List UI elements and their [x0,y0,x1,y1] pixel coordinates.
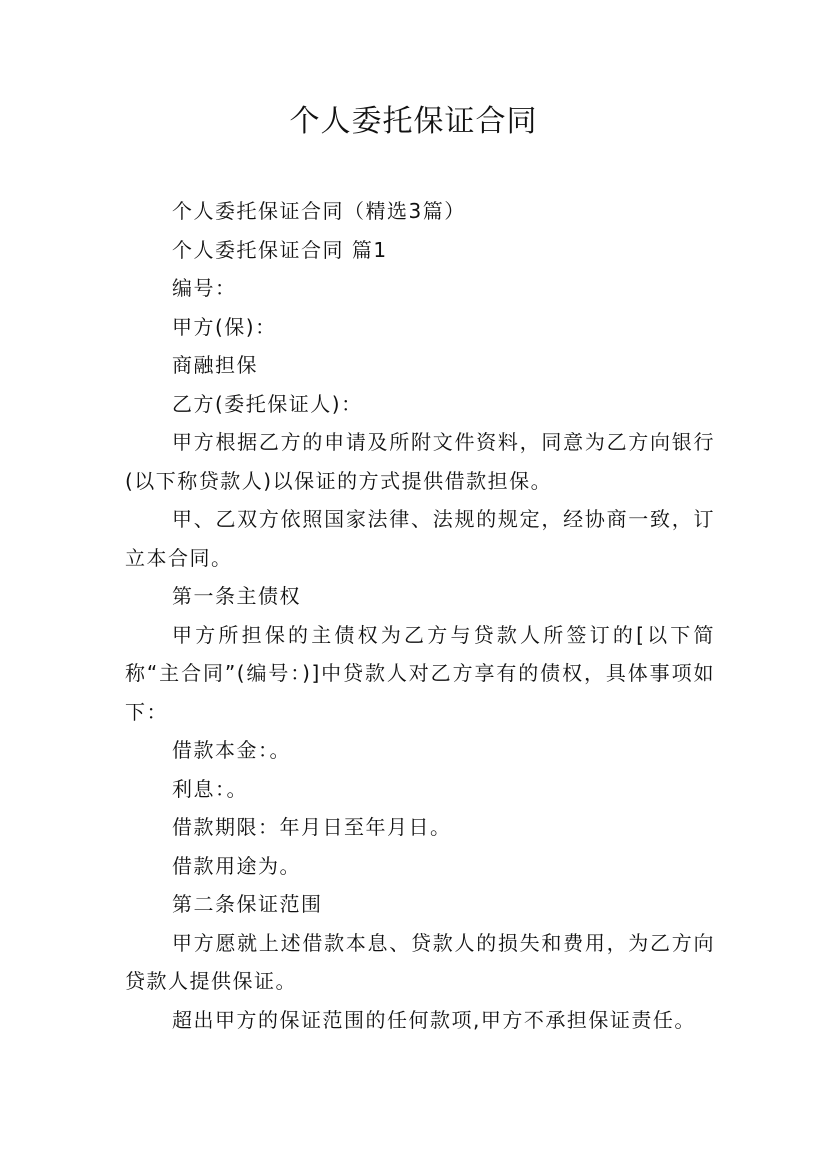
body-paragraph: 甲方根据乙方的申请及所附文件资料，同意为乙方向银行(以下称贷款人)以保证的方式提供借款担保。 [125,430,715,493]
loan-term-item: 借款期限：年月日至年月日。 [172,815,452,839]
subtitle-paragraph: 个人委托保证合同（精选3篇） [172,199,466,223]
document-body [125,192,715,1039]
article-heading: 第一条主债权 [172,584,301,608]
body-paragraph: 甲方所担保的主债权为乙方与贷款人所签订的[以下简称“主合同”(编号：)]中贷款人对乙方享有的债权，具体事项如下： [125,622,715,724]
body-paragraph: 甲、乙双方依照国家法律、法规的规定，经协商一致，订立本合同。 [125,507,715,570]
body-paragraph: 超出甲方的保证范围的任何款项,甲方不承担保证责任。 [172,1007,696,1032]
party-a-label: 甲方(保)： [172,314,277,339]
interest-item: 利息：。 [172,776,248,801]
loan-principal-item: 借款本金：。 [172,738,291,762]
body-paragraph: 甲方愿就上述借款本息、贷款人的损失和费用，为乙方向贷款人提供保证。 [125,930,715,993]
document-title: 个人委托保证合同 [289,104,538,139]
section-heading: 个人委托保证合同 篇1 [172,237,388,262]
party-a-name: 商融担保 [172,353,258,377]
loan-purpose-item: 借款用途为。 [172,853,301,878]
party-b-label: 乙方(委托保证人)： [172,391,363,416]
article-heading: 第二条保证范围 [172,892,323,916]
number-field: 编号： [172,276,237,300]
